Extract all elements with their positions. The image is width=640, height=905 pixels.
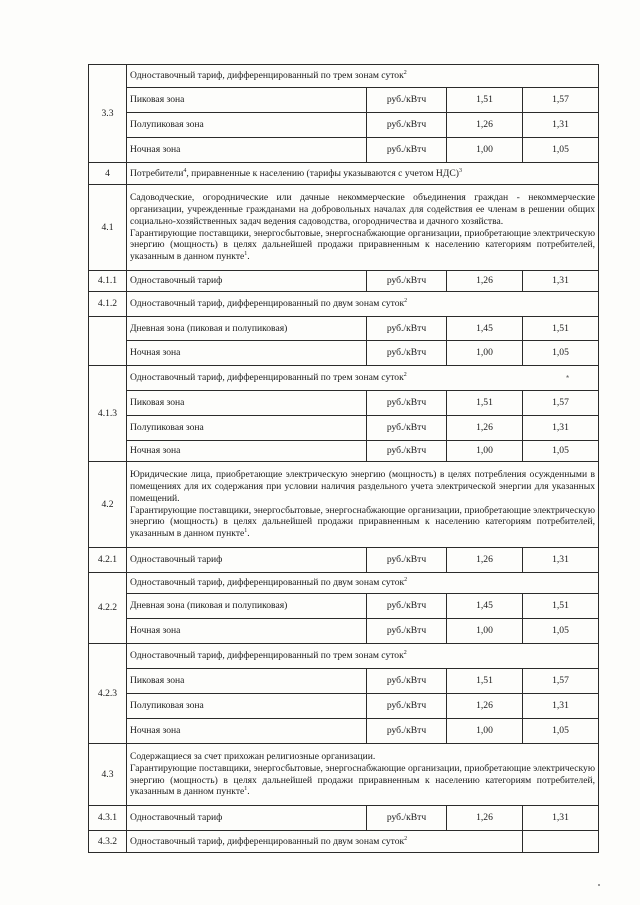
tariff-value-h1: 1,00 — [447, 441, 523, 462]
table-row — [89, 644, 599, 669]
zone-label: Пиковая зона — [127, 669, 367, 694]
tariff-value-h2: 1,57 — [523, 391, 599, 416]
table-row — [89, 744, 599, 806]
unit-cell: руб./кВтч — [367, 441, 447, 462]
table-row — [89, 391, 599, 416]
section-heading: Потребители$^4$, приравненные к населению (тарифы указываются с учетом НДС)$^3$ — [127, 163, 599, 185]
row-number-4-2-3: 4.2.3 — [89, 644, 127, 744]
unit-cell: руб./кВтч — [367, 619, 447, 644]
tariff-value-h1: 1,00 — [447, 619, 523, 644]
zone-label: Ночная зона — [127, 441, 367, 462]
table-row — [89, 366, 599, 391]
table-row — [89, 163, 599, 185]
tariff-value-h2: 1,51 — [523, 317, 599, 341]
tariff-value-h2: 1,57 — [523, 88, 599, 113]
table-row — [89, 88, 599, 113]
tariff-value-h1: 1,51 — [447, 391, 523, 416]
tariff-value-h1: 1,26 — [447, 548, 523, 573]
zone-label: Полупиковая зона — [127, 113, 367, 138]
unit-cell: руб./кВтч — [367, 138, 447, 163]
table-row — [89, 317, 599, 341]
table-row — [89, 619, 599, 644]
tariff-value-h1: 1,45 — [447, 594, 523, 619]
tariff-value-h2: 1,05 — [523, 341, 599, 366]
tariff-label: Одноставочный тариф — [127, 271, 367, 292]
tariff-value-h2: 1,05 — [523, 719, 599, 744]
table-row — [89, 185, 599, 271]
tariff-value-h2: 1,31 — [523, 113, 599, 138]
stray-asterisk-mark: * — [566, 374, 570, 383]
row-number-4-3: 4.3 — [89, 744, 127, 806]
tariff-value-h1: 1,26 — [447, 113, 523, 138]
row-number-4-2-2: 4.2.2 — [89, 573, 127, 644]
tariff-value-h2: 1,31 — [523, 271, 599, 292]
unit-cell: руб./кВтч — [367, 669, 447, 694]
table-row — [89, 573, 599, 594]
tariff-value-h1: 1,45 — [447, 317, 523, 341]
tariff-value-h1: 1,26 — [447, 416, 523, 441]
tariff-value-h2: 1,31 — [523, 416, 599, 441]
section-heading: Одноставочный тариф, дифференцированный по двум зонам суток$^2$ — [127, 573, 599, 594]
tariff-label: Одноставочный тариф — [127, 548, 367, 573]
table-row — [89, 416, 599, 441]
tariff-table — [88, 64, 599, 853]
row-number-3-3: 3.3 — [89, 65, 127, 163]
unit-cell: руб./кВтч — [367, 694, 447, 719]
category-description: Садоводческие, огороднические или дачные некоммерческие объединения граждан - некоммерческие организации, учрежденные гражданами на добровольных началах для содействия ее членам в решении общих социально-хозяйственных задач ведения садоводства, огородничества и дачного хозяйства. Гарантирующие поставщики, энергосбытовые, энергоснабжающие организации, приобретающие электрическую энергию (мощность) в целях дальнейшей продажи приравненным к населению категориям потребителей, указанным в данном пункте$^1$. — [127, 185, 599, 271]
section-heading: Одноставочный тариф, дифференцированный по трем зонам суток$^2$ — [127, 366, 599, 391]
row-number-4-1: 4.1 — [89, 185, 127, 271]
empty-value-cell — [523, 831, 599, 853]
table-row — [89, 292, 599, 317]
tariff-value-h2: 1,31 — [523, 548, 599, 573]
zone-label: Ночная зона — [127, 719, 367, 744]
row-number-4-3-1: 4.3.1 — [89, 806, 127, 831]
unit-cell: руб./кВтч — [367, 341, 447, 366]
unit-cell: руб./кВтч — [367, 271, 447, 292]
zone-label: Полупиковая зона — [127, 694, 367, 719]
empty-number-cell — [89, 317, 127, 366]
tariff-value-h2: 1,05 — [523, 441, 599, 462]
tariff-value-h2: 1,05 — [523, 138, 599, 163]
unit-cell: руб./кВтч — [367, 88, 447, 113]
unit-cell: руб./кВтч — [367, 806, 447, 831]
category-description: Юридические лица, приобретающие электрическую энергию (мощность) в целях потребления осужденными в помещениях для их содержания при условии наличия раздельного учета электрической энергии для указанных помещений. Гарантирующие поставщики, энергосбытовые, энергоснабжающие организации, приобретающие электрическую энергию (мощность) в целях дальнейшей продажи приравненным к населению категориям потребителей, указанным в данном пункте$^1$. — [127, 462, 599, 548]
zone-label: Пиковая зона — [127, 391, 367, 416]
table-row — [89, 271, 599, 292]
zone-label: Дневная зона (пиковая и полупиковая) — [127, 317, 367, 341]
section-heading: Одноставочный тариф, дифференцированный по двум зонам суток$^2$ — [127, 831, 523, 853]
tariff-value-h1: 1,26 — [447, 694, 523, 719]
row-number-4-1-2: 4.1.2 — [89, 292, 127, 317]
section-heading: Одноставочный тариф, дифференцированный по трем зонам суток$^2$ — [127, 65, 599, 88]
tariff-value-h2: 1,31 — [523, 806, 599, 831]
table-row — [89, 441, 599, 462]
zone-label: Ночная зона — [127, 138, 367, 163]
tariff-value-h2: 1,51 — [523, 594, 599, 619]
table-row — [89, 462, 599, 548]
tariff-value-h2: 1,57 — [523, 669, 599, 694]
unit-cell: руб./кВтч — [367, 594, 447, 619]
unit-cell: руб./кВтч — [367, 391, 447, 416]
tariff-value-h1: 1,00 — [447, 341, 523, 366]
table-row — [89, 138, 599, 163]
zone-label: Пиковая зона — [127, 88, 367, 113]
table-row — [89, 594, 599, 619]
row-number-4-2-1: 4.2.1 — [89, 548, 127, 573]
zone-label: Ночная зона — [127, 619, 367, 644]
table-row — [89, 341, 599, 366]
row-number-4-2: 4.2 — [89, 462, 127, 548]
table-row — [89, 65, 599, 88]
row-number-4: 4 — [89, 163, 127, 185]
row-number-4-3-2: 4.3.2 — [89, 831, 127, 853]
section-heading: Одноставочный тариф, дифференцированный по двум зонам суток$^2$ — [127, 292, 599, 317]
tariff-value-h2: 1,05 — [523, 619, 599, 644]
tariff-label: Одноставочный тариф — [127, 806, 367, 831]
unit-cell: руб./кВтч — [367, 113, 447, 138]
tariff-value-h1: 1,26 — [447, 271, 523, 292]
unit-cell: руб./кВтч — [367, 719, 447, 744]
unit-cell: руб./кВтч — [367, 548, 447, 573]
tariff-value-h1: 1,51 — [447, 669, 523, 694]
table-row — [89, 113, 599, 138]
unit-cell: руб./кВтч — [367, 317, 447, 341]
tariff-value-h1: 1,00 — [447, 138, 523, 163]
table-row — [89, 831, 599, 853]
zone-label: Дневная зона (пиковая и полупиковая) — [127, 594, 367, 619]
zone-label: Полупиковая зона — [127, 416, 367, 441]
scan-speck — [598, 884, 600, 886]
tariff-value-h2: 1,31 — [523, 694, 599, 719]
tariff-value-h1: 1,51 — [447, 88, 523, 113]
table-row — [89, 806, 599, 831]
row-number-4-1-1: 4.1.1 — [89, 271, 127, 292]
row-number-4-1-3: 4.1.3 — [89, 366, 127, 462]
section-heading: Одноставочный тариф, дифференцированный по трем зонам суток$^2$ — [127, 644, 599, 669]
tariff-value-h1: 1,26 — [447, 806, 523, 831]
unit-cell: руб./кВтч — [367, 416, 447, 441]
table-row — [89, 719, 599, 744]
category-description: Содержащиеся за счет прихожан религиозные организации. Гарантирующие поставщики, энергосбытовые, энергоснабжающие организации, приобретающие электрическую энергию (мощность) в целях дальнейшей продажи приравненным к населению категориям потребителей, указанным в данном пункте$^1$. — [127, 744, 599, 806]
table-row — [89, 548, 599, 573]
tariff-value-h1: 1,00 — [447, 719, 523, 744]
zone-label: Ночная зона — [127, 341, 367, 366]
table-row — [89, 694, 599, 719]
table-row — [89, 669, 599, 694]
